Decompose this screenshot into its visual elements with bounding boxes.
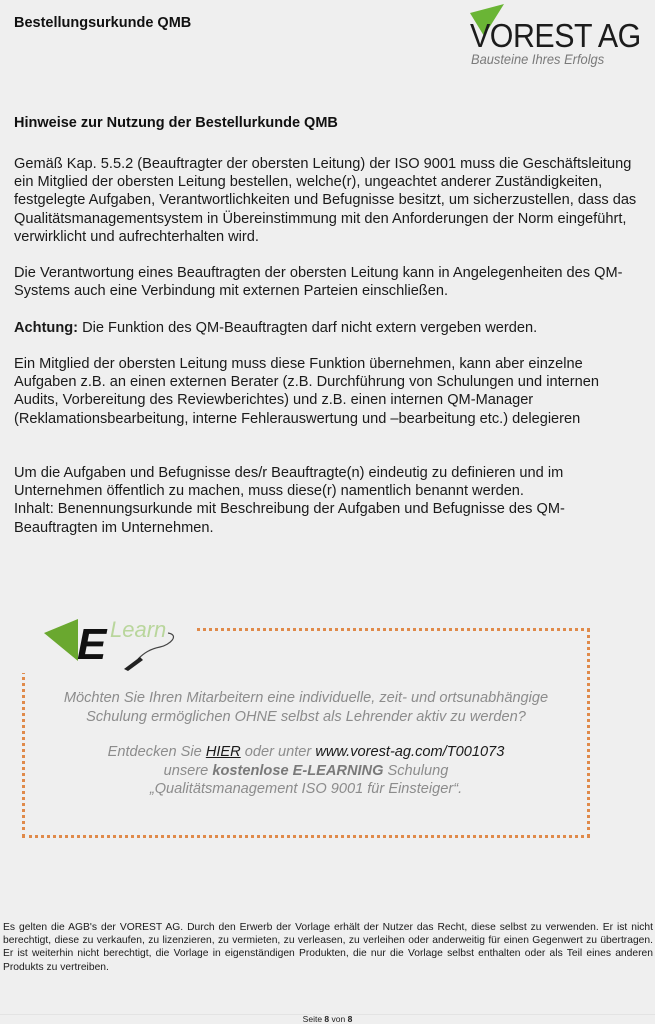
paragraph-warning xyxy=(14,319,644,337)
paragraph-naming xyxy=(14,464,644,537)
paragraph-delegation: Ein Mitglied der obersten Leitung muss diese Funktion übernehmen, kann aber einzelne Aufgaben z.B. an einen externen Berater (z.B. Durchführung von Schulungen und internen Audits, Vorbereitung des Reviewberichtes) und z.B. einen internen QM-Manager (Reklamationsbearbeitung, interne Fehlerauswertung und –bearbeitung etc.) delegieren xyxy=(14,356,599,427)
elearn-logo-word: Learn xyxy=(110,617,167,642)
page-prefix: Seite xyxy=(302,1014,325,1024)
cta-prefix: Entdecken Sie xyxy=(107,744,206,760)
page-current: 8 xyxy=(324,1014,330,1024)
page-middle: von xyxy=(329,1014,348,1024)
naming-text: Um die Aufgaben und Befugnisse des/r Beauftragte(n) eindeutig zu definieren und im Unternehmen öffentlich zu machen, muss diese(r) namentlich benannt werden. xyxy=(14,465,564,500)
cta-middle: oder unter xyxy=(240,744,316,760)
elearn-question xyxy=(22,689,590,726)
document-title: Bestellungsurkunde QMB xyxy=(14,15,192,31)
cta-free-elearning: kostenlose E-LEARNING xyxy=(212,762,384,779)
paragraph-iso-requirement: Gemäß Kap. 5.5.2 (Beauftragter der obersten Leitung) der ISO 9001 muss die Geschäftsleitung ein Mitglied der obersten Leitung bestellen, welche(r), ungeachtet anderer Zuständigkeiten, festgelegte Aufgaben, Verantwortlichkeiten und Befugnisse besitzt, um sicherzustellen, dass das Qualitätsmanagementsystem in Übereinstimmung mit den Anforderungen der Norm eingeführt, verwirklicht und aufrechterhalten wird. xyxy=(14,156,637,245)
elearn-call-to-action xyxy=(22,743,590,799)
elearn-logo-letter: E xyxy=(77,620,107,669)
cta-line-2 xyxy=(22,762,590,781)
vorest-logo xyxy=(468,3,641,69)
page-number xyxy=(0,1014,655,1024)
paragraph-responsibility: Die Verantwortung eines Beauftragten der obersten Leitung kann in Angelegenheiten des QM-Systems auch eine Verbindung mit externen Parteien einschließen. xyxy=(14,265,623,300)
cta-course-title: „Qualitätsmanagement ISO 9001 für Einsteiger“. xyxy=(149,781,463,797)
question-line-1: Möchten Sie Ihren Mitarbeitern eine individuelle, zeit- und ortsunabhängige xyxy=(63,690,549,706)
content-description: Inhalt: Benennungsurkunde mit Beschreibung der Aufgaben und Befugnisse des QM-Beauftragten im Unternehmen. xyxy=(14,501,565,536)
legal-notice: Es gelten die AGB's der VOREST AG. Durch den Erwerb der Vorlage erhält der Nutzer das Recht, diese selbst zu verwenden. Er ist nicht berechtigt, diese zu verkaufen, zu lizenzieren, zu vermieten, zu verleasen, zu verleihen oder anderweitig für einen Gegenwert zu übertragen. Er ist weiterhin nicht berechtigt, die Vorlage in eigenständigen Produkten, die nur die Vorlage selbst enthalten oder als Teil eines anderen Produkts zu vertreiben. xyxy=(3,922,653,973)
cta-line2-suffix: Schulung xyxy=(383,762,449,779)
warning-text: Die Funktion des QM-Beauftragten darf nicht extern vergeben werden. xyxy=(78,320,538,336)
question-line-2: Schulung ermöglichen OHNE selbst als Lehrender aktiv zu werden? xyxy=(86,708,526,725)
section-heading: Hinweise zur Nutzung der Bestellurkunde QMB xyxy=(14,115,338,131)
elearn-url-link[interactable]: www.vorest-ag.com/T001073 xyxy=(315,744,505,760)
page-total: 8 xyxy=(347,1014,353,1024)
elearn-logo-icon xyxy=(20,613,195,673)
logo-company-name: VOREST AG xyxy=(470,17,641,54)
hier-link[interactable]: HIER xyxy=(205,744,241,760)
cta-line2-prefix: unsere xyxy=(163,762,213,779)
cta-line-1 xyxy=(22,743,590,762)
elearn-logo xyxy=(20,613,195,673)
logo-tagline: Bausteine Ihres Erfolgs xyxy=(471,51,605,67)
warning-label: Achtung: xyxy=(14,320,79,336)
